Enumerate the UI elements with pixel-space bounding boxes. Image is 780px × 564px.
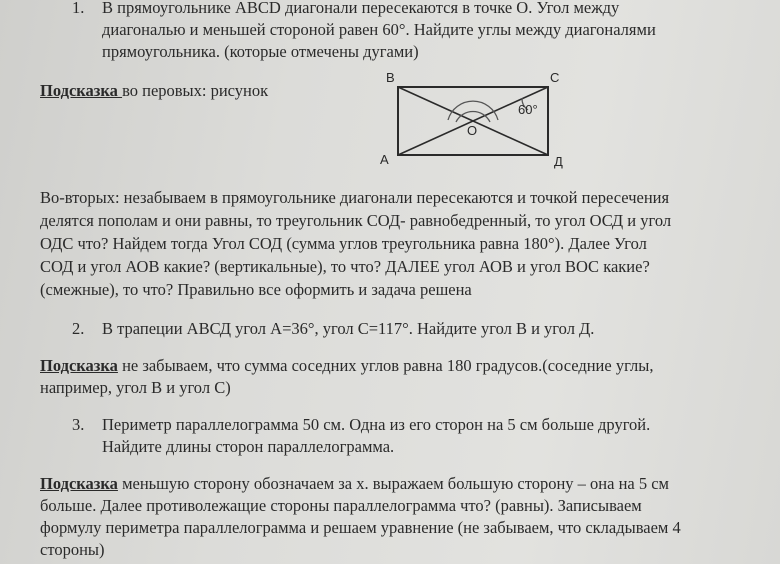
hint-text: меньшую сторону обозначаем за x. выражаем большую сторону – она на 5 см <box>117 474 669 493</box>
task2-number: 2. <box>72 319 85 338</box>
label-d: Д <box>554 154 563 169</box>
task3-hint-line-3: формулу периметра параллелограмма и решаем уравнение (не забываем, что складываем 4 <box>40 518 681 537</box>
rectangle-diagram <box>370 72 570 172</box>
task1-number: 1. <box>72 0 85 17</box>
task1-cont-1: Во-вторых: незабываем в прямоугольнике диагонали пересекаются и точкой пересечения <box>40 188 670 207</box>
task3-number: 3. <box>72 415 85 434</box>
hint-label: Подсказка <box>40 474 118 493</box>
label-b: B <box>386 70 395 85</box>
label-o: O <box>467 123 478 138</box>
task2-hint-line-1 <box>40 355 653 377</box>
task3-hint-line-1 <box>40 473 669 495</box>
hint-label: Подсказка <box>40 81 123 100</box>
task1-cont-5: (смежные), то что? Правильно все оформить и задача решена <box>40 280 472 299</box>
hint-text: во перовых: рисунок <box>122 81 269 100</box>
angle-60-label: 60° <box>518 102 538 117</box>
task1-line-1: В прямоугольнике ABCD диагонали пересекаются в точке О. Угол между <box>102 0 620 17</box>
task1-hint <box>40 80 268 102</box>
task3-line-2: Найдите длины сторон параллелограмма. <box>102 437 395 456</box>
task1-cont-2: делятся пополам и они равны, то треугольник СОД- равнобедренный, то угол ОСД и угол <box>40 211 672 230</box>
label-a: A <box>380 152 389 167</box>
task1-line-3: прямоугольника. (которые отмечены дугами) <box>102 42 419 61</box>
task2-hint-line-2: например, угол В и угол С) <box>40 378 231 397</box>
task3-hint-line-2: больше. Далее противолежащие стороны параллелограмма что? (равны). Записываем <box>40 496 642 515</box>
label-c: C <box>550 70 560 85</box>
task3-hint-line-4: стороны) <box>40 540 105 559</box>
hint-text: не забываем, что сумма соседних углов равна 180 градусов.(соседние углы, <box>117 356 654 375</box>
task1-line-2: диагональю и меньшей стороной равен 60°. Найдите углы между диагоналями <box>102 20 656 39</box>
angle-arc-outer <box>448 101 498 120</box>
task1-cont-4: СОД и угол АОВ какие? (вертикальные), то что? ДАЛЕЕ угол АОВ и угол ВОС какие? <box>40 257 650 276</box>
task3-line-1: Периметр параллелограмма 50 см. Одна из его сторон на 5 см больше другой. <box>102 415 651 434</box>
task1-cont-3: ОДС что? Найдем тогда Угол СОД (сумма углов треугольника равна 180°). Далее Угол <box>40 234 647 253</box>
hint-label: Подсказка <box>40 356 118 375</box>
task2-text: В трапеции АВСД угол А=36°, угол С=117°. Найдите угол В и угол Д. <box>102 319 595 338</box>
